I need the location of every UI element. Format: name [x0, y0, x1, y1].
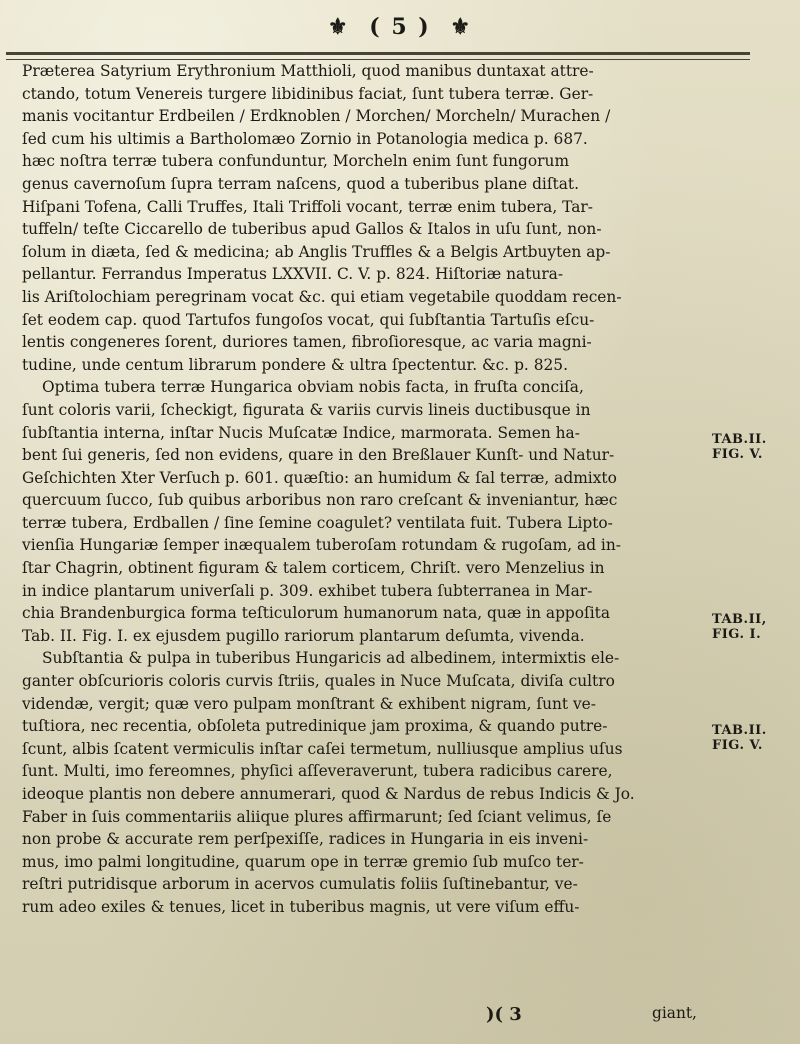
text-line: bent ſui generis, ſed non evidens, quare in den Breßlauer Kunſt- und Natur-	[22, 446, 615, 465]
text-line: manis vocitantur Erdbeilen / Erdknoblen / Morchen/ Morcheln/ Murachen /	[22, 107, 611, 126]
right-ornament-icon: ⚜	[450, 14, 473, 40]
text-line: reſtri putridisque arborum in acervos cumulatis foliis ſuſtinebantur, ve-	[22, 875, 578, 894]
text-line: Faber in ſuis commentariis aliique plures affirmarunt; ſed ſciant velimus, ſe	[22, 807, 612, 826]
text-line: ſed cum his ultimis a Bartholomæo Zornio in Potanologia medica p. 687.	[22, 129, 588, 148]
text-line: Optima tubera terræ Hungarica obviam nobis facta, in fruſta conciſa,	[42, 378, 584, 397]
text-line: videndæ, vergit; quæ vero pulpam monſtrant & exhibent nigram, ſunt ve-	[22, 694, 596, 713]
text-line: lentis congeneres ſorent, duriores tamen, fibroſioresque, ac varia magni-	[22, 333, 592, 352]
text-line: in indice plantarum univerſali p. 309. exhibet tubera ſubterranea in Mar-	[22, 581, 593, 600]
page-header	[0, 14, 800, 48]
text-line: hæc noſtra terræ tubera confunduntur, Morcheln enim ſunt fungorum	[22, 152, 570, 171]
text-line: lis Ariſtolochiam peregrinam vocat &c. qui etiam vegetabile quoddam recen-	[22, 287, 622, 306]
text-line: Hiſpani Tofena, Calli Truffes, Itali Triffoli vocant, terræ enim tubera, Tar-	[22, 197, 593, 216]
text-line: terræ tubera, Erdballen / ſine ſemine coagulet? ventilata fuit. Tubera Lipto-	[22, 513, 613, 532]
text-line: Subſtantia & pulpa in tuberibus Hungaricis ad albedinem, intermixtis ele-	[42, 649, 620, 668]
text-line: ſtar Chagrin, obtinent figuram & talem corticem, Chriſt. vero Menzelius in	[22, 559, 605, 578]
page-number: ( 5 )	[369, 14, 431, 40]
text-line: ſcunt, albis ſcatent vermiculis inſtar caſei termetum, nulliusque amplius uſus	[22, 739, 623, 758]
body-text	[8, 60, 708, 919]
text-line: rum adeo exiles & tenues, licet in tuberibus magnis, ut vere viſum effu-	[22, 897, 580, 916]
margin-note-line: FIG. I.	[712, 627, 762, 642]
text-line: ſunt. Multi, imo fereomnes, phyſici aſſeveraverunt, tubera radicibus carere,	[22, 762, 613, 781]
text-line: tudine, unde centum librarum pondere & ultra ſpectentur. &c. p. 825.	[22, 355, 568, 374]
text-line: quercuum ſucco, ſub quibus arboribus non raro creſcant & inveniantur, hæc	[22, 491, 618, 510]
margin-note-line: TAB.II.	[712, 432, 767, 447]
text-line: ſet eodem cap. quod Tartufos fungoſos vocat, qui ſubſtantia Tartuſis eſcu-	[22, 310, 595, 329]
margin-note-plate-reference	[712, 432, 767, 462]
text-line: ſolum in diæta, ſed & medicina; ab Anglis Truffles & a Belgis Artbuyten ap-	[22, 242, 611, 261]
text-line: mus, imo palmi longitudine, quarum ope in terræ gremio ſub muſco ter-	[22, 852, 584, 871]
left-ornament-icon: ⚜	[327, 14, 350, 40]
header-rule	[6, 52, 750, 60]
text-line: ganter obſcurioris coloris curvis ſtriis, quales in Nuce Muſcata, diviſa cultro	[22, 672, 615, 691]
text-line: ſubſtantia interna, inſtar Nucis Muſcatæ Indice, marmorata. Semen ha-	[22, 423, 580, 442]
text-line: ideoque plantis non debere annumerari, quod & Nardus de rebus Indicis & Jo.	[22, 785, 635, 803]
text-line: tuſtiora, nec recentia, obſoleta putredinique jam proxima, & quando putre-	[22, 717, 608, 736]
text-line: vienſia Hungariæ ſemper inæqualem tuberoſam rotundam & rugoſam, ad in-	[22, 536, 621, 555]
margin-note-line: TAB.II,	[712, 612, 767, 627]
text-line: ſunt coloris varii, ſcheckigt, figurata & variis curvis lineis ductibusque in	[22, 400, 591, 419]
margin-note-line: FIG. V.	[712, 447, 763, 462]
text-line: pellantur. Ferrandus Imperatus LXXVII. C. V. p. 824. Hiſtoriæ natura-	[22, 265, 564, 284]
margin-note-line: TAB.II.	[712, 723, 767, 738]
catchword: giant,	[652, 1004, 697, 1022]
text-line: Geſchichten Xter Verſuch p. 601. quæſtio: an humidum & ſal terræ, admixto	[22, 468, 617, 487]
text-line: ctando, totum Venereis turgere libidinibus faciat, ſunt tubera terræ. Ger-	[22, 84, 594, 103]
text-line: chia Brandenburgica forma teſticulorum humanorum nata, quæ in appoſita	[22, 604, 611, 623]
margin-note-line: FIG. V.	[712, 738, 763, 753]
text-line: non probe & accurate rem perſpexiſſe, radices in Hungaria in eis inveni-	[22, 830, 589, 849]
text-line: tuffeln/ teſte Ciccarello de tuberibus apud Gallos & Italos in uſu ſunt, non-	[22, 220, 602, 239]
margin-note-plate-reference	[712, 612, 767, 642]
margin-note-plate-reference	[712, 723, 767, 753]
text-line: Tab. II. Fig. I. ex ejusdem pugillo rariorum plantarum deſumta, vivenda.	[22, 626, 585, 645]
signature-mark: )( 3	[486, 1004, 522, 1025]
text-line: genus cavernoſum ſupra terram naſcens, quod a tuberibus plane diſtat.	[22, 174, 579, 193]
text-line: Præterea Satyrium Erythronium Matthioli, quod manibus duntaxat attre-	[22, 62, 594, 80]
